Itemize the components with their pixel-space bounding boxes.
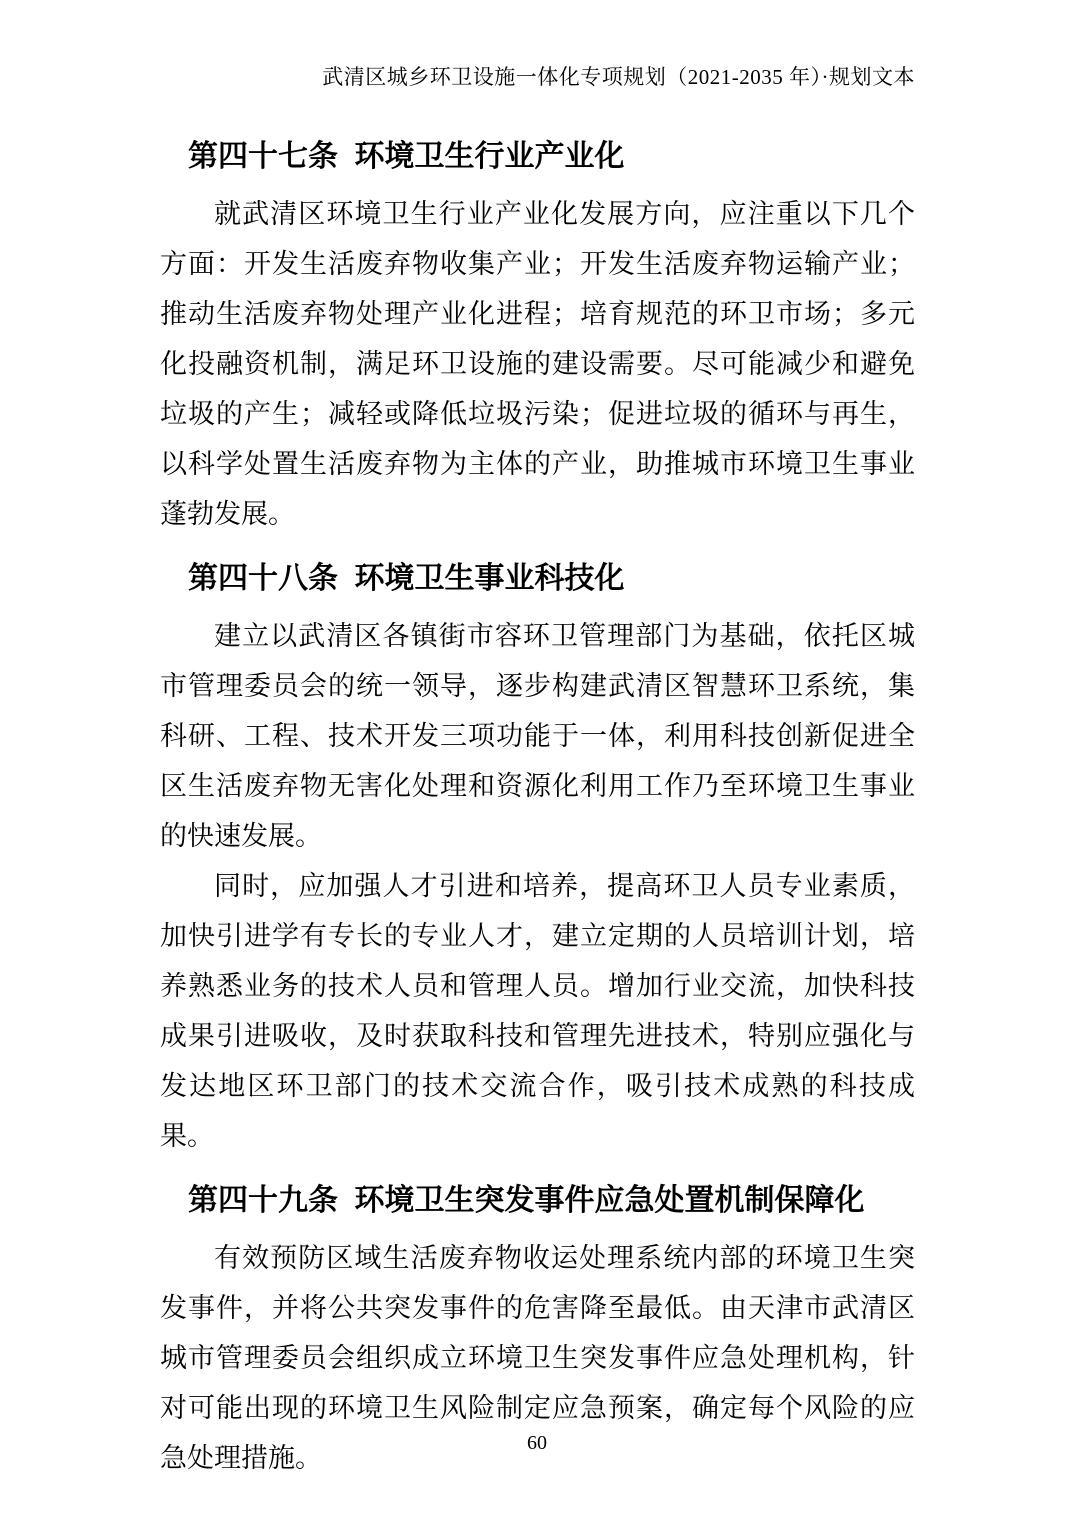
article-49-heading [160,1182,915,1220]
document-page [160,0,915,1483]
article-48-paragraph-2: 同时，应加强人才引进和培养，提高环卫人员专业素质，加快引进学有专长的专业人才，建立定期的人员培训计划，培养熟悉业务的技术人员和管理人员。增加行业交流，加快科技成果引进吸收，及时获取科技和管理先进技术，特别应强化与发达地区环卫部门的技术交流合作，吸引技术成熟的科技成果。 [160,871,915,1151]
article-48-heading [160,560,915,598]
section-article-47 [160,138,915,539]
article-48-paragraph-1: 建立以武清区各镇街市容环卫管理部门为基础，依托区城市管理委员会的统一领导，逐步构建武清区智慧环卫系统，集科研、工程、技术开发三项功能于一体，利用科技创新促进全区生活废弃物无害化处理和资源化利用工作乃至环境卫生事业的快速发展。 [160,621,915,851]
article-47-paragraph-1: 就武清区环境卫生行业产业化发展方向，应注重以下几个方面：开发生活废弃物收集产业；开发生活废弃物运输产业；推动生活废弃物处理产业化进程；培育规范的环卫市场；多元化投融资机制，满足环卫设施的建设需要。尽可能减少和避免垃圾的产生；减轻或降低垃圾污染；促进垃圾的循环与再生，以科学处置生活废弃物为主体的产业，助推城市环境卫生事业蓬勃发展。 [160,199,915,529]
article-title: 环境卫生行业产业化 [354,140,625,173]
article-number: 第四十九条 [188,1184,338,1217]
page-number: 60 [527,1432,547,1454]
article-title: 环境卫生事业科技化 [354,562,625,595]
article-49-paragraph-1: 有效预防区域生活废弃物收运处理系统内部的环境卫生突发事件，并将公共突发事件的危害降至最低。由天津市武清区城市管理委员会组织成立环境卫生突发事件应急处理机构，针对可能出现的环境卫生风险制定应急预案，确定每个风险的应急处理措施。 [160,1243,915,1473]
running-header: 武清区城乡环卫设施一体化专项规划（2021-2035 年）·规划文本 [322,65,915,89]
article-number: 第四十八条 [188,562,338,595]
article-number: 第四十七条 [188,140,338,173]
article-title: 环境卫生突发事件应急处置机制保障化 [354,1184,865,1217]
section-article-48 [160,560,915,1161]
article-47-heading [160,138,915,176]
